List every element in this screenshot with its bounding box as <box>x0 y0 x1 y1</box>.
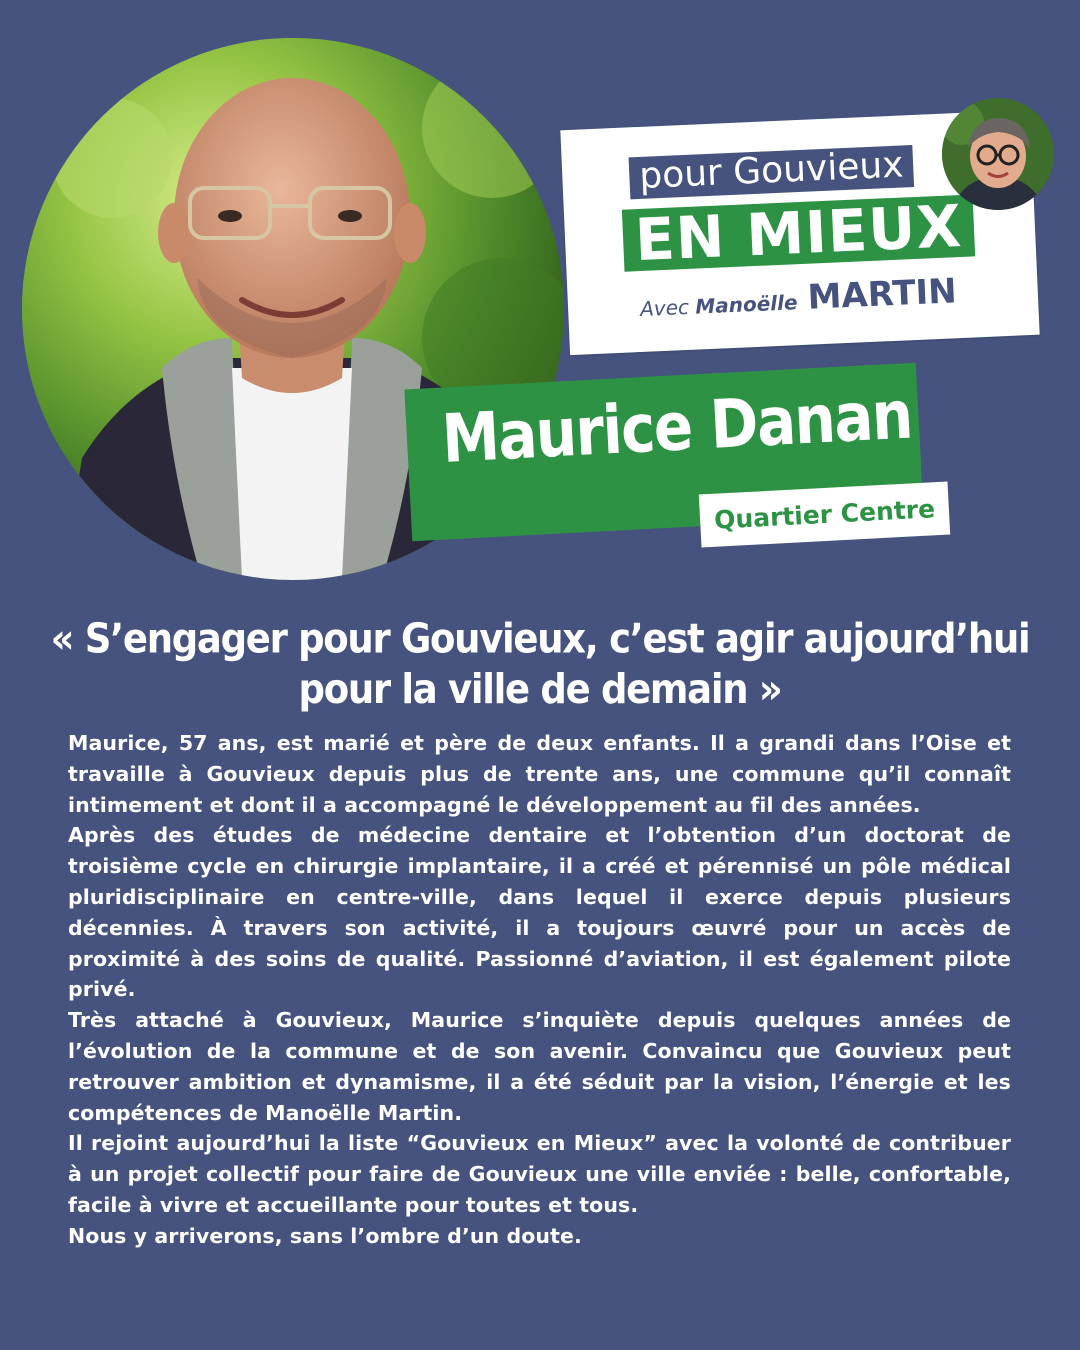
logo-leader-first-name: Manoëlle <box>694 290 798 319</box>
bio-paragraph: Il rejoint aujourd’hui la liste “Gouvieux en Mieux” avec la volonté de contribuer à un projet collectif pour faire de Gouvieux une ville enviée : belle, confortable, facile à vivre et accueillante pour toutes et tous. <box>68 1131 1011 1217</box>
candidate-district: Quartier Centre <box>699 482 951 548</box>
logo-leader-line <box>639 271 957 325</box>
candidate-bio <box>68 728 1011 1252</box>
candidate-name: Maurice Danan <box>439 375 914 479</box>
logo-tagline-top: pour Gouvieux <box>629 145 915 199</box>
bio-paragraph: Maurice, 57 ans, est marié et père de deux enfants. Il a grandi dans l’Oise et travaille à Gouvieux depuis plus de trente ans, une commune qu’il connaît intimement et dont il a accompagné le développement au fil des années. <box>68 731 1011 817</box>
logo-tagline-main: EN MIEUX <box>622 194 975 271</box>
logo-with-label: Avec <box>639 294 690 322</box>
leader-avatar <box>942 98 1054 210</box>
bio-paragraph: Après des études de médecine dentaire et l’obtention d’un doctorat de troisième cycle en chirurgie implantaire, il a créé et pérennisé un pôle médical pluridisciplinaire en centre-ville, dans lequel il exerce depuis plusieurs décennies. À travers son activité, il a toujours œuvré pour un accès de proximité à des soins de qualité. Passionné d’aviation, il est également pilote privé. <box>68 823 1011 1002</box>
logo-leader-last-name: MARTIN <box>806 271 958 318</box>
candidate-quote: « S’engager pour Gouvieux, c’est agir aujourd’hui pour la ville de demain » <box>50 615 1030 713</box>
leader-photo <box>942 98 1054 210</box>
bio-paragraph: Très attaché à Gouvieux, Maurice s’inquiète depuis quelques années de l’évolution de la commune et de son avenir. Convaincu que Gouvieux peut retrouver ambition et dynamisme, il a été séduit par la vision, l’énergie et les compétences de Manoëlle Martin. <box>68 1008 1011 1125</box>
bio-paragraph: Nous y arriverons, sans l’ombre d’un doute. <box>68 1223 582 1248</box>
